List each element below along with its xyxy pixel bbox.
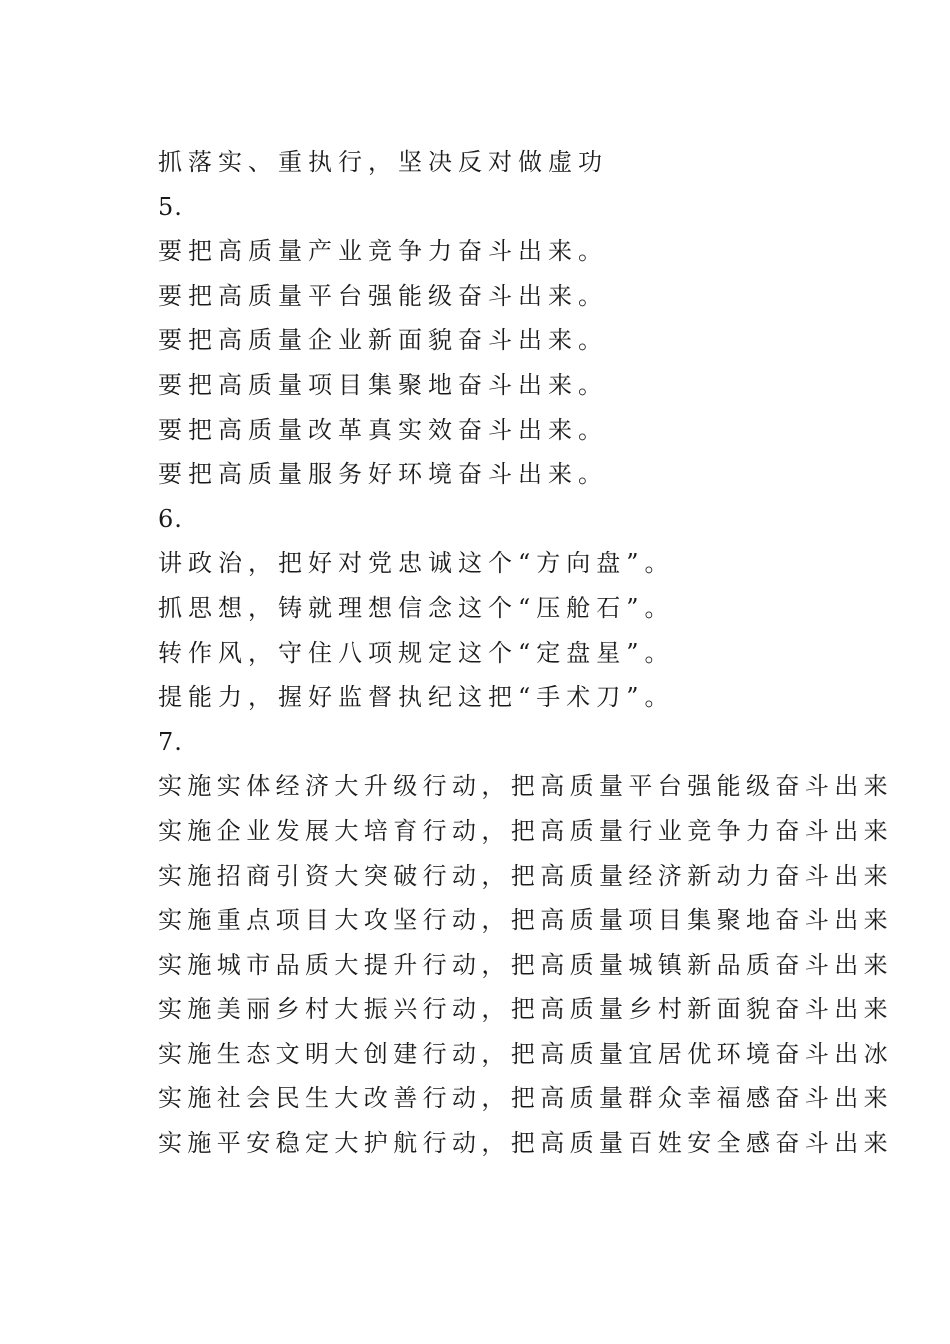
paragraph-line: 实施生态文明大创建行动，把高质量宜居优环境奋斗出冰 xyxy=(158,1039,893,1068)
paragraph-line: 实施招商引资大突破行动，把高质量经济新动力奋斗出来 xyxy=(158,861,893,890)
paragraph-line: 讲政治，把好对党忠诚这个“方向盘”。 xyxy=(158,549,675,578)
paragraph-line: 要把高质量改革真实效奋斗出来。 xyxy=(158,415,608,444)
paragraph-line: 转作风，守住八项规定这个“定盘星”。 xyxy=(158,638,675,667)
paragraph-line: 实施城市品质大提升行动，把高质量城镇新品质奋斗出来 xyxy=(158,950,893,979)
paragraph-line: 实施重点项目大攻坚行动，把高质量项目集聚地奋斗出来 xyxy=(158,906,893,935)
paragraph-line: 提能力，握好监督执纪这把“手术刀”。 xyxy=(158,683,675,712)
paragraph-heading: 抓落实、重执行，坚决反对做虚功 xyxy=(158,148,608,176)
paragraph-line: 要把高质量项目集聚地奋斗出来。 xyxy=(158,370,608,399)
paragraph-line: 要把高质量企业新面貌奋斗出来。 xyxy=(158,326,608,355)
paragraph-line: 实施实体经济大升级行动，把高质量平台强能级奋斗出来 xyxy=(158,772,893,801)
section-number-5: 5. xyxy=(158,192,183,221)
paragraph-line: 实施平安稳定大护航行动，把高质量百姓安全感奋斗出来 xyxy=(158,1129,893,1158)
paragraph-line: 要把高质量平台强能级奋斗出来。 xyxy=(158,281,608,310)
paragraph-line: 抓思想，铸就理想信念这个“压舱石”。 xyxy=(158,593,675,622)
section-number-6: 6. xyxy=(158,504,183,533)
paragraph-line: 要把高质量服务好环境奋斗出来。 xyxy=(158,460,608,489)
paragraph-line: 要把高质量产业竞争力奋斗出来。 xyxy=(158,237,608,266)
section-number-7: 7. xyxy=(158,727,183,756)
paragraph-line: 实施企业发展大培育行动，把高质量行业竞争力奋斗出来 xyxy=(158,816,893,845)
paragraph-line: 实施美丽乡村大振兴行动，把高质量乡村新面貌奋斗出来 xyxy=(158,995,893,1024)
paragraph-line: 实施社会民生大改善行动，把高质量群众幸福感奋斗出来 xyxy=(158,1084,893,1113)
document-body xyxy=(158,140,893,1166)
